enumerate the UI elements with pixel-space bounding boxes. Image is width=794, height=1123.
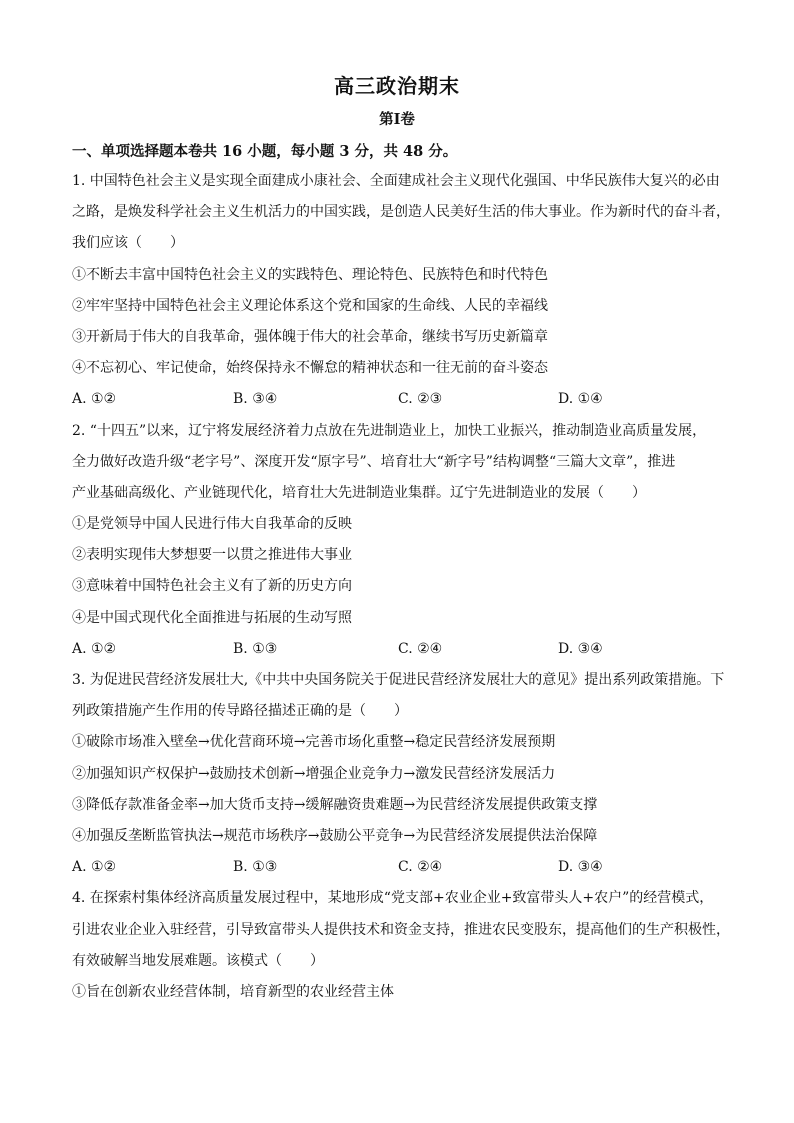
choice-a: A. ①② [72,391,117,408]
statement-option: ②表明实现伟大梦想要一以贯之推进伟大事业 [72,547,352,564]
answer-choices [72,857,732,888]
choice-a: A. ①② [72,859,117,876]
statement-option: ①旨在创新农业经营体制，培育新型的农业经营主体 [72,983,394,1000]
question-stem-line: 之路，是焕发科学社会主义生机活力的中国实践，是创造人民美好生活的伟大事业。作为新时代的奋斗者， [72,204,730,221]
statement-option: ①不断去丰富中国特色社会主义的实践特色、理论特色、民族特色和时代特色 [72,266,548,283]
section-heading: 一、单项选择题本卷共 16 小题，每小题 3 分，共 48 分。 [72,143,458,160]
statement-option: ①是党领导中国人民进行伟大自我革命的反映 [72,516,352,533]
question-stem-line: 有效破解当地发展难题。该模式（ ） [72,952,324,969]
question-stem-line: 引进农业企业入驻经营，引导致富带头人提供技术和资金支持，推进农民变股东，提高他们的生产积极性， [72,921,730,938]
statement-option: ④不忘初心、牢记使命，始终保持永不懈怠的精神状态和一往无前的奋斗姿态 [72,360,548,377]
question-stem-line: 列政策措施产生作用的传导路径描述正确的是（ ） [72,703,408,720]
choice-c: C. ②③ [398,391,443,408]
question-stem-line: 3. 为促进民营经济发展壮大,《中共中央国务院关于促进民营经济发展壮大的意见》提出系列政策措施。下 [72,672,725,688]
statement-option: ③降低存款准备金率→加大货币支持→缓解融资贵难题→为民营经济发展提供政策支撑 [72,796,598,813]
page-title: 高三政治期末 [334,74,460,98]
question-stem-line: 2. “十四五”以来，辽宁将发展经济着力点放在先进制造业上，加快工业振兴，推动制造业高质量发展， [72,422,707,439]
statement-option: ①破除市场准入壁垒→优化营商环境→完善市场化重整→稳定民营经济发展预期 [72,734,556,751]
question-2 [72,421,732,671]
question-stem-line: 4. 在探索村集体经济高质量发展过程中，某地形成“党支部+农业企业+致富带头人+农户”的经营模式， [72,890,714,907]
choice-c: C. ②④ [398,640,443,657]
volume-heading: 第Ⅰ卷 [379,111,415,128]
question-stem-line: 全力做好改造升级“老字号”、深度开发“原字号”、培育壮大“新字号”结构调整“三篇大文章”，推进 [72,453,676,470]
choice-b: B. ①③ [233,640,278,657]
choice-d: D. ①④ [558,391,603,408]
choice-c: C. ②④ [398,859,443,876]
choice-d: D. ③④ [558,640,603,657]
statement-option: ③意味着中国特色社会主义有了新的历史方向 [72,578,352,595]
question-4 [72,888,732,1013]
choice-a: A. ①② [72,640,117,657]
statement-option: ③开新局于伟大的自我革命，强体魄于伟大的社会革命，继续书写历史新篇章 [72,328,548,345]
question-list [72,171,732,1013]
statement-option: ②加强知识产权保护→鼓励技术创新→增强企业竞争力→激发民营经济发展活力 [72,765,556,782]
choice-b: B. ①③ [233,859,278,876]
question-stem-line: 我们应该（ ） [72,235,184,252]
choice-b: B. ③④ [233,391,278,408]
question-1 [72,171,732,421]
answer-choices [72,389,732,420]
answer-choices [72,639,732,670]
question-3 [72,670,732,888]
statement-option: ②牢牢坚持中国特色社会主义理论体系这个党和国家的生命线、人民的幸福线 [72,297,548,314]
question-stem-line: 1. 中国特色社会主义是实现全面建成小康社会、全面建成社会主义现代化强国、中华民族伟大复兴的必由 [72,173,720,189]
question-stem-line: 产业基础高级化、产业链现代化，培育壮大先进制造业集群。辽宁先进制造业的发展（ ） [72,484,646,501]
choice-d: D. ③④ [558,859,603,876]
statement-option: ④加强反垄断监管执法→规范市场秩序→鼓励公平竞争→为民营经济发展提供法治保障 [72,827,598,844]
statement-option: ④是中国式现代化全面推进与拓展的生动写照 [72,609,352,626]
